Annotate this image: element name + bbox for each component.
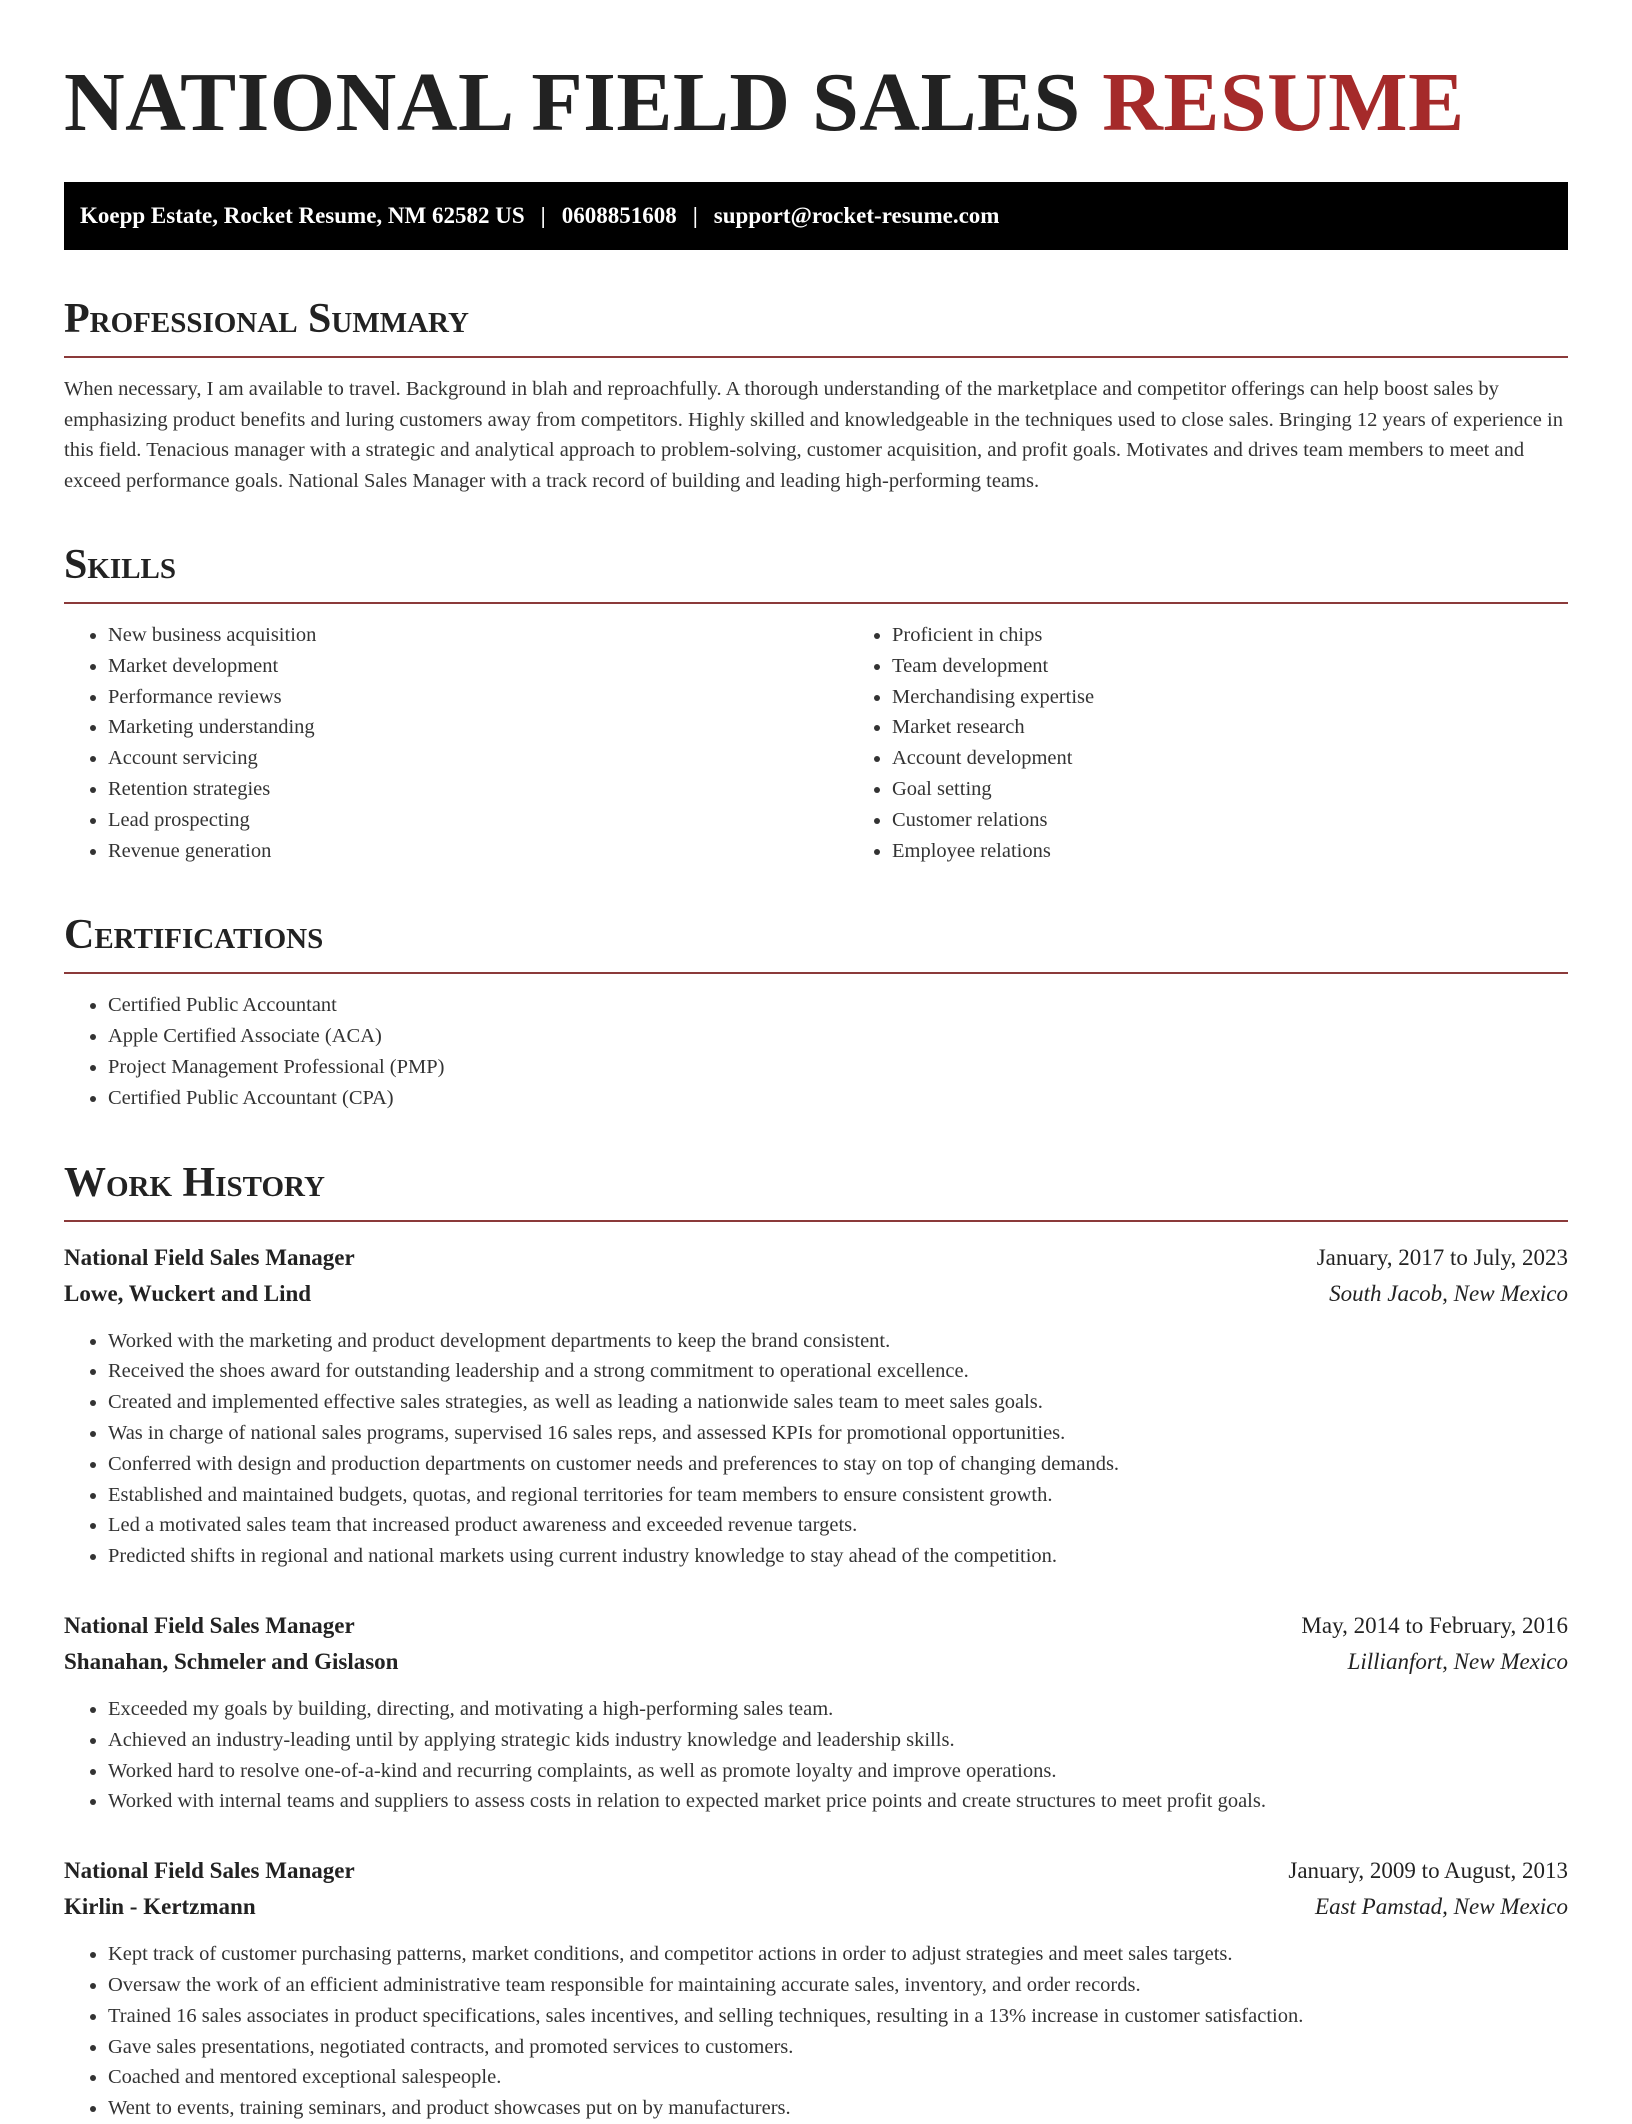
job-entry bbox=[64, 1853, 1568, 2124]
skill-item: • Merchandising expertise bbox=[892, 682, 1568, 713]
job-company: Kirlin - Kertzmann bbox=[64, 1894, 256, 1920]
contact-address: Koepp Estate, Rocket Resume, NM 62582 US bbox=[80, 203, 525, 228]
job-company-row bbox=[64, 1644, 1568, 1680]
work-history-section bbox=[64, 1158, 1568, 2124]
skill-item: • Performance reviews bbox=[108, 682, 848, 713]
job-bullet: • Led a motivated sales team that increased product awareness and exceeded revenue targets. bbox=[108, 1510, 1568, 1541]
job-dates: January, 2017 to July, 2023 bbox=[1316, 1244, 1568, 1270]
skill-item: • Proficient in chips bbox=[892, 620, 1568, 651]
certifications-list bbox=[64, 990, 1568, 1113]
summary-heading: Professional Summary bbox=[64, 294, 1568, 358]
contact-separator: | bbox=[540, 203, 546, 228]
job-company-row bbox=[64, 1276, 1568, 1312]
job-bullet: • Went to events, training seminars, and product showcases put on by manufacturers. bbox=[108, 2093, 1568, 2124]
skills-heading: Skills bbox=[64, 540, 1568, 604]
title-accent: RESUME bbox=[1102, 56, 1465, 149]
skill-item: • Team development bbox=[892, 651, 1568, 682]
skill-item: • Account development bbox=[892, 743, 1568, 774]
certifications-heading: Certifications bbox=[64, 910, 1568, 974]
job-dates: May, 2014 to February, 2016 bbox=[1301, 1612, 1568, 1638]
skill-item: • Goal setting bbox=[892, 774, 1568, 805]
certification-item: • Apple Certified Associate (ACA) bbox=[108, 1021, 1568, 1052]
summary-text: When necessary, I am available to travel. Background in blah and reproachfully. A thorough understanding of the marketplace and competitor offerings can help boost sales by emphasizing product benefits and luring customers away from competitors. Highly skilled and knowledgeable in the techniques used to close sales. Bringing 12 years of experience in this field. Tenacious manager with a strategic and analytical approach to problem-solving, customer acquisition, and profit goals. Motivates and drives team members to meet and exceed performance goals. National Sales Manager with a track record of building and leading high-performing teams. bbox=[64, 378, 1563, 492]
skill-item: • Lead prospecting bbox=[108, 805, 848, 836]
job-entry bbox=[64, 1608, 1568, 1817]
job-title: National Field Sales Manager bbox=[64, 1858, 355, 1884]
job-bullets bbox=[64, 1694, 1568, 1817]
skills-grid bbox=[64, 620, 1568, 866]
job-company-row bbox=[64, 1889, 1568, 1925]
job-location: East Pamstad, New Mexico bbox=[1315, 1894, 1568, 1920]
certifications-section bbox=[64, 910, 1568, 1113]
job-bullet: • Kept track of customer purchasing patterns, market conditions, and competitor actions in order to adjust strategies and meet sales targets. bbox=[108, 1939, 1568, 1970]
skill-item: • Marketing understanding bbox=[108, 712, 848, 743]
job-bullet: • Worked with internal teams and suppliers to assess costs in relation to expected market price points and create structures to meet profit goals. bbox=[108, 1786, 1568, 1817]
skill-item: • Account servicing bbox=[108, 743, 848, 774]
job-bullet: • Established and maintained budgets, quotas, and regional territories for team members to ensure consistent growth. bbox=[108, 1480, 1568, 1511]
summary-section bbox=[64, 294, 1568, 496]
job-location: Lillianfort, New Mexico bbox=[1347, 1648, 1568, 1674]
job-bullet: • Worked hard to resolve one-of-a-kind and recurring complaints, as well as promote loyalty and improve operations. bbox=[108, 1756, 1568, 1787]
job-bullet: • Created and implemented effective sales strategies, as well as leading a nationwide sales team to meet sales goals. bbox=[108, 1387, 1568, 1418]
skill-item: • Customer relations bbox=[892, 805, 1568, 836]
contact-email: support@rocket-resume.com bbox=[713, 203, 1000, 228]
job-bullet: • Worked with the marketing and product development departments to keep the brand consistent. bbox=[108, 1326, 1568, 1357]
skill-item: • Retention strategies bbox=[108, 774, 848, 805]
contact-phone: 0608851608 bbox=[561, 203, 677, 228]
job-title: National Field Sales Manager bbox=[64, 1612, 355, 1638]
certification-item: • Certified Public Accountant bbox=[108, 990, 1568, 1021]
job-company: Lowe, Wuckert and Lind bbox=[64, 1280, 312, 1306]
skills-list-left bbox=[64, 620, 848, 866]
job-header-row bbox=[64, 1240, 1568, 1276]
job-bullet: • Exceeded my goals by building, directing, and motivating a high-performing sales team. bbox=[108, 1694, 1568, 1725]
job-bullet: • Achieved an industry-leading until by applying strategic kids industry knowledge and leadership skills. bbox=[108, 1725, 1568, 1756]
job-entry bbox=[64, 1240, 1568, 1572]
skills-section bbox=[64, 540, 1568, 866]
page-title bbox=[64, 56, 1568, 150]
job-header-row bbox=[64, 1608, 1568, 1644]
job-bullet: • Oversaw the work of an efficient administrative team responsible for maintaining accurate sales, inventory, and order records. bbox=[108, 1970, 1568, 2001]
contact-separator: | bbox=[692, 203, 698, 228]
skill-item: • Market development bbox=[108, 651, 848, 682]
job-bullet: • Predicted shifts in regional and national markets using current industry knowledge to stay ahead of the competition. bbox=[108, 1541, 1568, 1572]
title-main: NATIONAL FIELD SALES bbox=[64, 56, 1081, 149]
job-bullet: • Gave sales presentations, negotiated contracts, and promoted services to customers. bbox=[108, 2032, 1568, 2063]
job-bullets bbox=[64, 1326, 1568, 1572]
contact-bar bbox=[64, 182, 1568, 250]
skill-item: • Market research bbox=[892, 712, 1568, 743]
job-dates: January, 2009 to August, 2013 bbox=[1288, 1858, 1568, 1884]
job-title: National Field Sales Manager bbox=[64, 1244, 355, 1270]
skill-item: • Employee relations bbox=[892, 836, 1568, 867]
job-location: South Jacob, New Mexico bbox=[1329, 1280, 1568, 1306]
job-company: Shanahan, Schmeler and Gislason bbox=[64, 1648, 399, 1674]
job-header-row bbox=[64, 1853, 1568, 1889]
skills-list-right bbox=[848, 620, 1568, 866]
job-bullets bbox=[64, 1939, 1568, 2124]
job-bullet: • Conferred with design and production departments on customer needs and preferences to stay on top of changing demands. bbox=[108, 1449, 1568, 1480]
work-history-heading: Work History bbox=[64, 1158, 1568, 1222]
job-bullet: • Was in charge of national sales programs, supervised 16 sales reps, and assessed KPIs for promotional opportunities. bbox=[108, 1418, 1568, 1449]
skill-item: • Revenue generation bbox=[108, 836, 848, 867]
certification-item: • Project Management Professional (PMP) bbox=[108, 1052, 1568, 1083]
skill-item: • New business acquisition bbox=[108, 620, 848, 651]
job-bullet: • Coached and mentored exceptional salespeople. bbox=[108, 2062, 1568, 2093]
job-bullet: • Received the shoes award for outstanding leadership and a strong commitment to operational excellence. bbox=[108, 1356, 1568, 1387]
job-bullet: • Trained 16 sales associates in product specifications, sales incentives, and selling techniques, resulting in a 13% increase in customer satisfaction. bbox=[108, 2001, 1568, 2032]
certification-item: • Certified Public Accountant (CPA) bbox=[108, 1083, 1568, 1114]
